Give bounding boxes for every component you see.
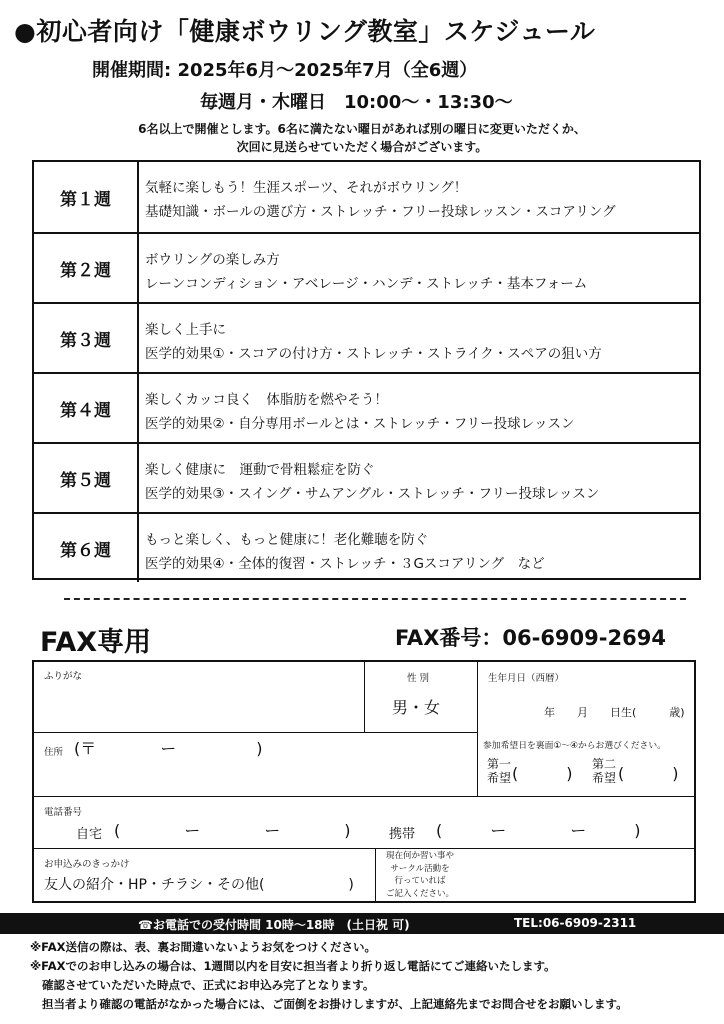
week-theme: 楽しく上手に (145, 322, 226, 338)
week-content (145, 176, 616, 224)
application-form (32, 660, 696, 903)
application-trigger-label: お申込みのきっかけ (44, 859, 130, 870)
home-phone-label: 自宅 (76, 827, 103, 842)
hobby-instruction-line: 現在何か習い事や (385, 851, 454, 861)
phone-number: TEL:06-6909-2311 (514, 916, 637, 930)
week-content (145, 528, 545, 576)
schedule-row-week-6 (34, 512, 699, 582)
form-divider (34, 732, 477, 733)
fax-form-title: FAX専用 (40, 627, 152, 658)
page-title: ●初心者向け「健康ボウリング教室」スケジュール (14, 17, 596, 46)
week-topics: 医学的効果①・スコアの付け方・ストレッチ・ストライク・スペアの狙い方 (145, 346, 602, 362)
week-label: 第２週 (34, 234, 139, 302)
cut-line-divider (64, 598, 686, 600)
hobby-instruction-line: サークル活動を (390, 863, 450, 874)
application-trigger-options[interactable]: 友人の紹介・HP・チラシ・その他( ) (44, 877, 354, 893)
week-content (145, 388, 575, 436)
first-wish-label: 第一 希望 (487, 757, 512, 785)
mobile-phone-label: 携帯 (389, 827, 416, 842)
form-divider (364, 662, 365, 732)
form-divider (34, 848, 694, 849)
form-divider (34, 796, 694, 797)
week-label: 第３週 (34, 304, 139, 372)
week-theme: 気軽に楽しもう！生涯スポーツ、それがボウリング！ (145, 180, 468, 196)
footnotes (30, 938, 628, 1014)
schedule-table (32, 160, 701, 580)
footnote-line: 担当者より確認の電話がなかった場合には、ご面倒をお掛けしますが、上記連絡先までお問合せをお願いします。 (42, 997, 628, 1011)
week-topics: 医学的効果③・スイング・サムアングル・ストレッチ・フリー投球レッスン (145, 486, 600, 502)
second-wish-label: 第二 希望 (592, 757, 617, 785)
week-content (145, 248, 587, 296)
footnote-line: ※FAX送信の際は、表、裏お間違いないようお気をつけください。 (30, 940, 376, 954)
notice-line-2: 次回に見送らせていただく場合がございます。 (236, 140, 488, 154)
hobby-instruction (378, 850, 462, 900)
furigana-label: ふりがな (44, 671, 83, 682)
wish-date-instruction: 参加希望日を裏面①～④からお選びください。 (483, 741, 666, 751)
hobby-field[interactable] (466, 852, 694, 900)
minimum-participants-notice (0, 120, 724, 156)
birth-date-label: 生年月日（西暦） (488, 673, 565, 684)
event-days: 毎週月・木曜日 10:00～・13:30～ (200, 92, 513, 113)
form-divider (477, 662, 478, 796)
week-label: 第６週 (34, 514, 139, 582)
address-field[interactable]: (〒 ー ) (74, 739, 263, 758)
name-field[interactable] (38, 682, 358, 728)
mobile-phone-field[interactable]: ( ー ー ) (436, 821, 641, 840)
address-label: 住所 (44, 747, 64, 758)
week-label: 第５週 (34, 444, 139, 512)
notice-line-1: 6名以上で開催とします。6名に満たない曜日があれば別の曜日に変更いただくか、 (138, 122, 586, 136)
gender-label: 性 別 (407, 673, 430, 684)
phone-hours: ☎お電話での受付時間 10時～18時 (土日祝 可) (138, 918, 410, 932)
week-topics: 基礎知識・ボールの選び方・ストレッチ・フリー投球レッスン・スコアリング (145, 204, 616, 220)
week-topics: レーンコンディション・アベレージ・ハンデ・ストレッチ・基本フォーム (145, 276, 588, 292)
week-theme: もっと楽しく、もっと健康に！老化難聴を防ぐ (145, 532, 429, 548)
week-content (145, 318, 602, 366)
schedule-row-week-4 (34, 372, 699, 442)
week-theme: ボウリングの楽しみ方 (145, 252, 280, 268)
birth-date-fields[interactable]: 年 月 日生( 歳) (544, 706, 685, 719)
week-topics: 医学的効果④・全体的復習・ストレッチ・３Gスコアリング など (145, 556, 545, 572)
footnote-line: ※FAXでのお申し込みの場合は、1週間以内を目安に担当者より折り返し電話にてご連絡いたします。 (30, 959, 556, 973)
footnote-line: 確認させていただいた時点で、正式にお申込み完了となります。 (42, 978, 375, 992)
schedule-row-week-2 (34, 232, 699, 302)
week-label: 第１週 (34, 162, 139, 232)
home-phone-field[interactable]: ( ー ー ) (114, 821, 351, 840)
second-wish-field[interactable]: ( ) (618, 764, 679, 783)
week-content (145, 458, 599, 506)
week-label: 第４週 (34, 374, 139, 442)
gender-choice[interactable]: 男・女 (392, 698, 441, 717)
first-wish-field[interactable]: ( ) (512, 764, 573, 783)
week-topics: 医学的効果②・自分専用ボールとは・ストレッチ・フリー投球レッスン (145, 416, 575, 432)
hobby-instruction-line: ご記入ください。 (385, 888, 454, 899)
fax-number: FAX番号：06-6909-2694 (395, 626, 666, 650)
week-theme: 楽しく健康に 運動で骨粗鬆症を防ぐ (145, 462, 375, 478)
schedule-row-week-3 (34, 302, 699, 372)
week-theme: 楽しくカッコ良く 体脂肪を燃やそう！ (145, 392, 388, 408)
schedule-row-week-5 (34, 442, 699, 512)
hobby-instruction-line: 行っていれば (394, 876, 446, 886)
form-divider (375, 848, 376, 903)
phone-hours-bar (0, 913, 724, 934)
event-period: 開催期間: 2025年6月～2025年7月（全6週） (92, 60, 478, 81)
phone-label: 電話番号 (44, 807, 83, 818)
schedule-row-week-1 (34, 162, 699, 232)
